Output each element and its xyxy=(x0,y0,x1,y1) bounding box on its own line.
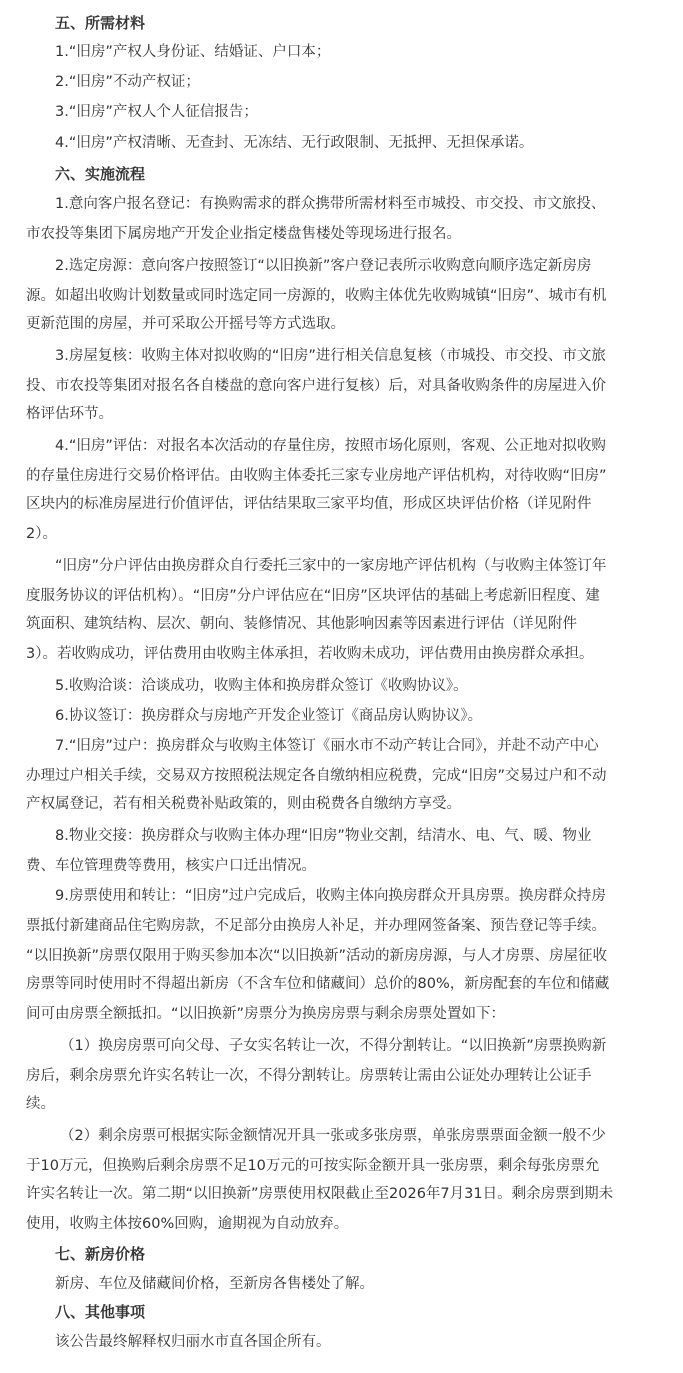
paragraph-line: “以旧换新”房票仅限用于购买参加本次“以旧换新”活动的新房房源，与人才房票、房屋征收 xyxy=(26,948,608,964)
paragraph-line: 1.意向客户报名登记：有换购需求的群众携带所需材料至市城投、市交投、市文旅投、 xyxy=(55,196,606,212)
section-heading: 八、其他事项 xyxy=(55,1303,146,1321)
paragraph-line: 4.“旧房”评估：对报名本次活动的存量住房，按照市场化原则，客观、公正地对拟收购 xyxy=(55,438,606,454)
section-heading: 七、新房价格 xyxy=(55,1245,146,1263)
material-item: 3.“旧房”产权人个人征信报告； xyxy=(55,104,258,120)
paragraph-line: 8.物业交接：换房群众与收购主体办理“旧房”物业交割，结清水、电、气、暖、物业 xyxy=(55,828,592,844)
paragraph-line: 度服务协议的评估机构）。“旧房”分户评估应在“旧房”区块评估的基础上考虑新旧程度、建 xyxy=(26,588,600,604)
paragraph-line: 房票等同时使用时不得超出新房（不含车位和储藏间）总价的80%，新房配套的车位和储藏 xyxy=(26,976,610,992)
paragraph-line: 续。 xyxy=(26,1096,55,1112)
paragraph-line: （1）换房房票可向父母、子女实名转让一次，不得分割转让。“以旧换新”房票换购新 xyxy=(60,1038,607,1054)
paragraph-line: 区块内的标准房屋进行价值评估，评估结果取三家平均值，形成区块评估价格（详见附件 xyxy=(26,496,592,512)
paragraph-line: 费、车位管理费等费用，核实户口迁出情况。 xyxy=(26,858,316,874)
paragraph-line: 新房、车位及储藏间价格，至新房各售楼处了解。 xyxy=(55,1276,374,1292)
paragraph-line: 5.收购洽谈：洽谈成功，收购主体和换房群众签订《收购协议》。 xyxy=(55,678,468,694)
paragraph-line: 7.“旧房”过户：换房群众与收购主体签订《丽水市不动产转让合同》，并赴不动产中心 xyxy=(55,738,599,754)
paragraph-line: 产权属登记，若有相关税费补贴政策的，则由税费各自缴纳方享受。 xyxy=(26,796,461,812)
paragraph-line: 9.房票使用和转让：“旧房”过户完成后，收购主体向换房群众开具房票。换房群众持房 xyxy=(55,888,606,904)
material-item: 4.“旧房”产权清晰、无查封、无冻结、无行政限制、无抵押、无担保承诺。 xyxy=(55,135,534,151)
paragraph-line: 的存量住房进行交易价格评估。由收购主体委托三家专业房地产评估机构，对待收购“旧房” xyxy=(26,468,607,484)
paragraph-line: 筑面积、建筑结构、层次、朝向、装修情况、其他影响因素等因素进行评估（详见附件 xyxy=(26,616,577,632)
paragraph-line: 于10万元，但换购后剩余房票不足10万元的可按实际金额开具一张房票，剩余每张房票允 xyxy=(26,1158,600,1174)
paragraph-line: 票抵付新建商品住宅购房款，不足部分由换房人补足，并办理网签备案、预告登记等手续。 xyxy=(26,918,606,934)
paragraph-line: 房后，剩余房票允许实名转让一次，不得分割转让。房票转让需由公证处办理转让公证手 xyxy=(26,1068,592,1084)
paragraph-line: 使用，收购主体按60%回购，逾期视为自动放弃。 xyxy=(26,1216,349,1232)
paragraph-line: 2）。 xyxy=(26,526,57,542)
paragraph-line: 该公告最终解释权归丽水市直各国企所有。 xyxy=(55,1334,331,1350)
section-heading: 六、实施流程 xyxy=(55,165,146,183)
section-heading: 五、所需材料 xyxy=(55,14,146,32)
paragraph-line: 2.选定房源：意向客户按照签订“以旧换新”客户登记表所示收购意向顺序选定新房房 xyxy=(55,258,592,274)
paragraph-line: 办理过户相关手续，交易双方按照税法规定各自缴纳相应税费，完成“旧房”交易过户和不动 xyxy=(26,768,607,784)
paragraph-line: 格评估环节。 xyxy=(26,406,113,422)
paragraph-line: 许实名转让一次。第二期“以旧换新”房票使用权限截止至2026年7月31日。剩余房票到期未 xyxy=(26,1186,614,1202)
paragraph-line: 6.协议签订：换房群众与房地产开发企业签订《商品房认购协议》。 xyxy=(55,708,483,724)
paragraph-line: 3）。若收购成功，评估费用由收购主体承担，若收购未成功，评估费用由换房群众承担。 xyxy=(26,646,594,662)
paragraph-line: 间可由房票全额抵扣。“以旧换新”房票分为换房房票与剩余房票处置如下： xyxy=(26,1006,506,1022)
paragraph-line: 市农投等集团下属房地产开发企业指定楼盘售楼处等现场进行报名。 xyxy=(26,226,461,242)
material-item: 2.“旧房”不动产权证； xyxy=(55,74,200,90)
paragraph-line: 投、市农投等集团对报名各自楼盘的意向客户进行复核）后，对具备收购条件的房屋进入价 xyxy=(26,378,606,394)
paragraph-line: 更新范围的房屋，并可采取公开摇号等方式选取。 xyxy=(26,316,345,332)
paragraph-line: “旧房”分户评估由换房群众自行委托三家中的一家房地产评估机构（与收购主体签订年 xyxy=(55,558,607,574)
paragraph-line: 源。如超出收购计划数量或同时选定同一房源的，收购主体优先收购城镇“旧房”、城市有机 xyxy=(26,288,607,304)
paragraph-line: 3.房屋复核：收购主体对拟收购的“旧房”进行相关信息复核（市城投、市交投、市文旅 xyxy=(55,348,606,364)
material-item: 1.“旧房”产权人身份证、结婚证、户口本； xyxy=(55,44,331,60)
paragraph-line: （2）剩余房票可根据实际金额情况开具一张或多张房票，单张房票票面金额一般不少 xyxy=(60,1128,606,1144)
